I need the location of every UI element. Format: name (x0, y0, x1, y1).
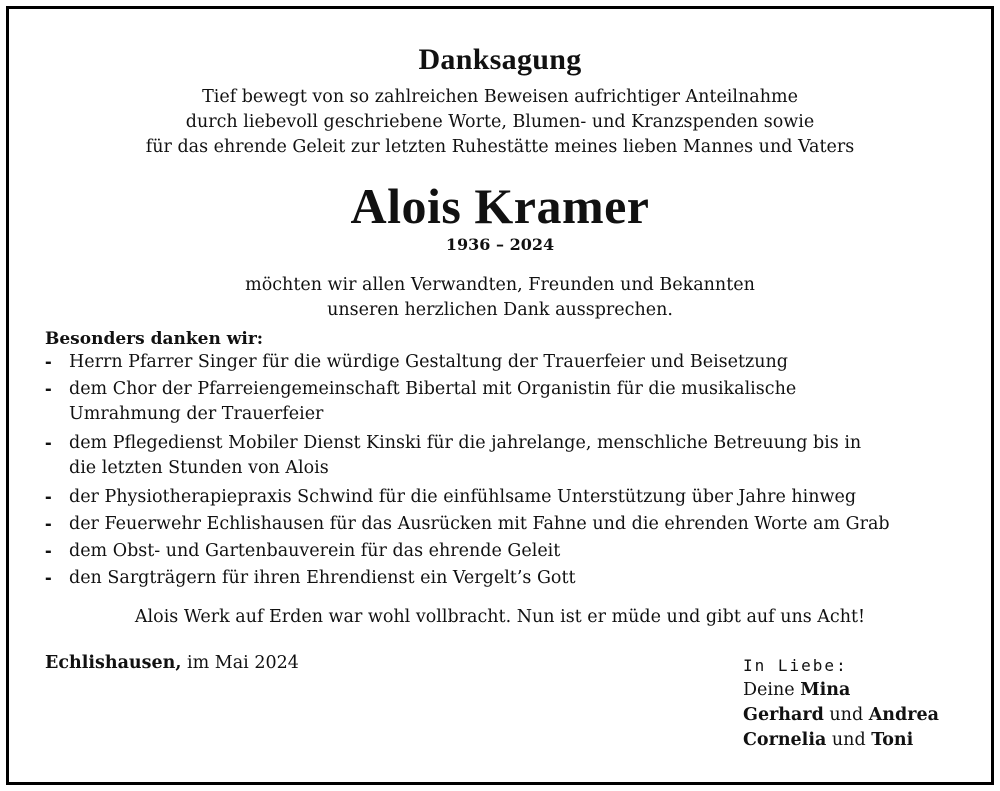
special-thanks-text: dem Obst- und Gartenbauverein für das ehrende Geleit (69, 541, 561, 561)
special-thanks-text: Herrn Pfarrer Singer für die würdige Gestaltung der Trauerfeier und Beisetzung (69, 352, 788, 372)
bullet-dash: - (45, 486, 52, 508)
special-thanks-item (45, 565, 975, 592)
special-thanks-text: der Physiotherapiepraxis Schwind für die einfühlsame Unterstützung über Jahre hinweg (69, 487, 857, 507)
signature-name: Andrea (868, 705, 939, 725)
in-liebe-label: In Liebe: (743, 656, 848, 675)
special-thanks-text: der Feuerwehr Echlishausen für das Ausrücken mit Fahne und die ehrenden Worte am Grab (69, 514, 890, 534)
intro-line-3: für das ehrende Geleit zur letzten Ruhestätte meines lieben Mannes und Vaters (145, 137, 855, 157)
special-thanks-text-continued: Umrahmung der Trauerfeier (69, 404, 324, 424)
deceased-name: Alois Kramer (350, 178, 650, 234)
signature-line-2 (743, 703, 939, 728)
signature-joiner: und (829, 705, 864, 725)
special-thanks-item (45, 484, 975, 511)
intro-line-1: Tief bewegt von so zahlreichen Beweisen aufrichtiger Anteilnahme (202, 87, 798, 107)
notice-date: im Mai 2024 (187, 653, 299, 673)
special-thanks-text: den Sargträgern für ihren Ehrendienst ein Vergelt’s Gott (69, 568, 576, 588)
special-thanks-item (45, 538, 975, 565)
special-thanks-text: dem Chor der Pfarreiengemeinschaft Bibertal mit Organistin für die musikalische (69, 379, 797, 399)
signature-in-liebe (743, 653, 848, 679)
obituary-notice (6, 6, 994, 785)
bullet-dash: - (45, 432, 52, 454)
signature-name: Mina (800, 680, 851, 700)
bullet-dash: - (45, 378, 52, 400)
signature-line-3 (743, 728, 913, 753)
notice-title: Danksagung (418, 43, 582, 76)
signature-joiner: und (831, 730, 866, 750)
signature-name: Toni (871, 730, 914, 750)
signature-name: Gerhard (743, 705, 824, 725)
bullet-dash: - (45, 567, 52, 589)
bullet-dash: - (45, 351, 52, 373)
place-and-date (45, 653, 299, 673)
special-thanks-item (45, 376, 975, 430)
intro-line-2: durch liebevoll geschriebene Worte, Blumen- und Kranzspenden sowie (185, 112, 815, 132)
special-thanks-text-continued: die letzten Stunden von Alois (69, 458, 329, 478)
special-thanks-item (45, 349, 975, 376)
thanks-line-1: möchten wir allen Verwandten, Freunden und Bekannten (245, 275, 755, 295)
signature-prefix: Deine (743, 680, 795, 700)
thanks-line-2: unseren herzlichen Dank aussprechen. (327, 300, 673, 320)
motto: Alois Werk auf Erden war wohl vollbracht. Nun ist er müde und gibt auf uns Acht! (134, 607, 866, 627)
special-thanks-text: dem Pflegedienst Mobiler Dienst Kinski für die jahrelange, menschliche Betreuung bis in (69, 433, 862, 453)
special-thanks-item (45, 430, 975, 484)
place-name: Echlishausen, (45, 653, 182, 673)
special-thanks-heading: Besonders danken wir: (45, 329, 264, 349)
bullet-dash: - (45, 513, 52, 535)
life-dates: 1936 – 2024 (445, 235, 555, 254)
signature-line-1 (743, 678, 850, 703)
special-thanks-item (45, 511, 975, 538)
signature-name: Cornelia (743, 730, 827, 750)
bullet-dash: - (45, 540, 52, 562)
